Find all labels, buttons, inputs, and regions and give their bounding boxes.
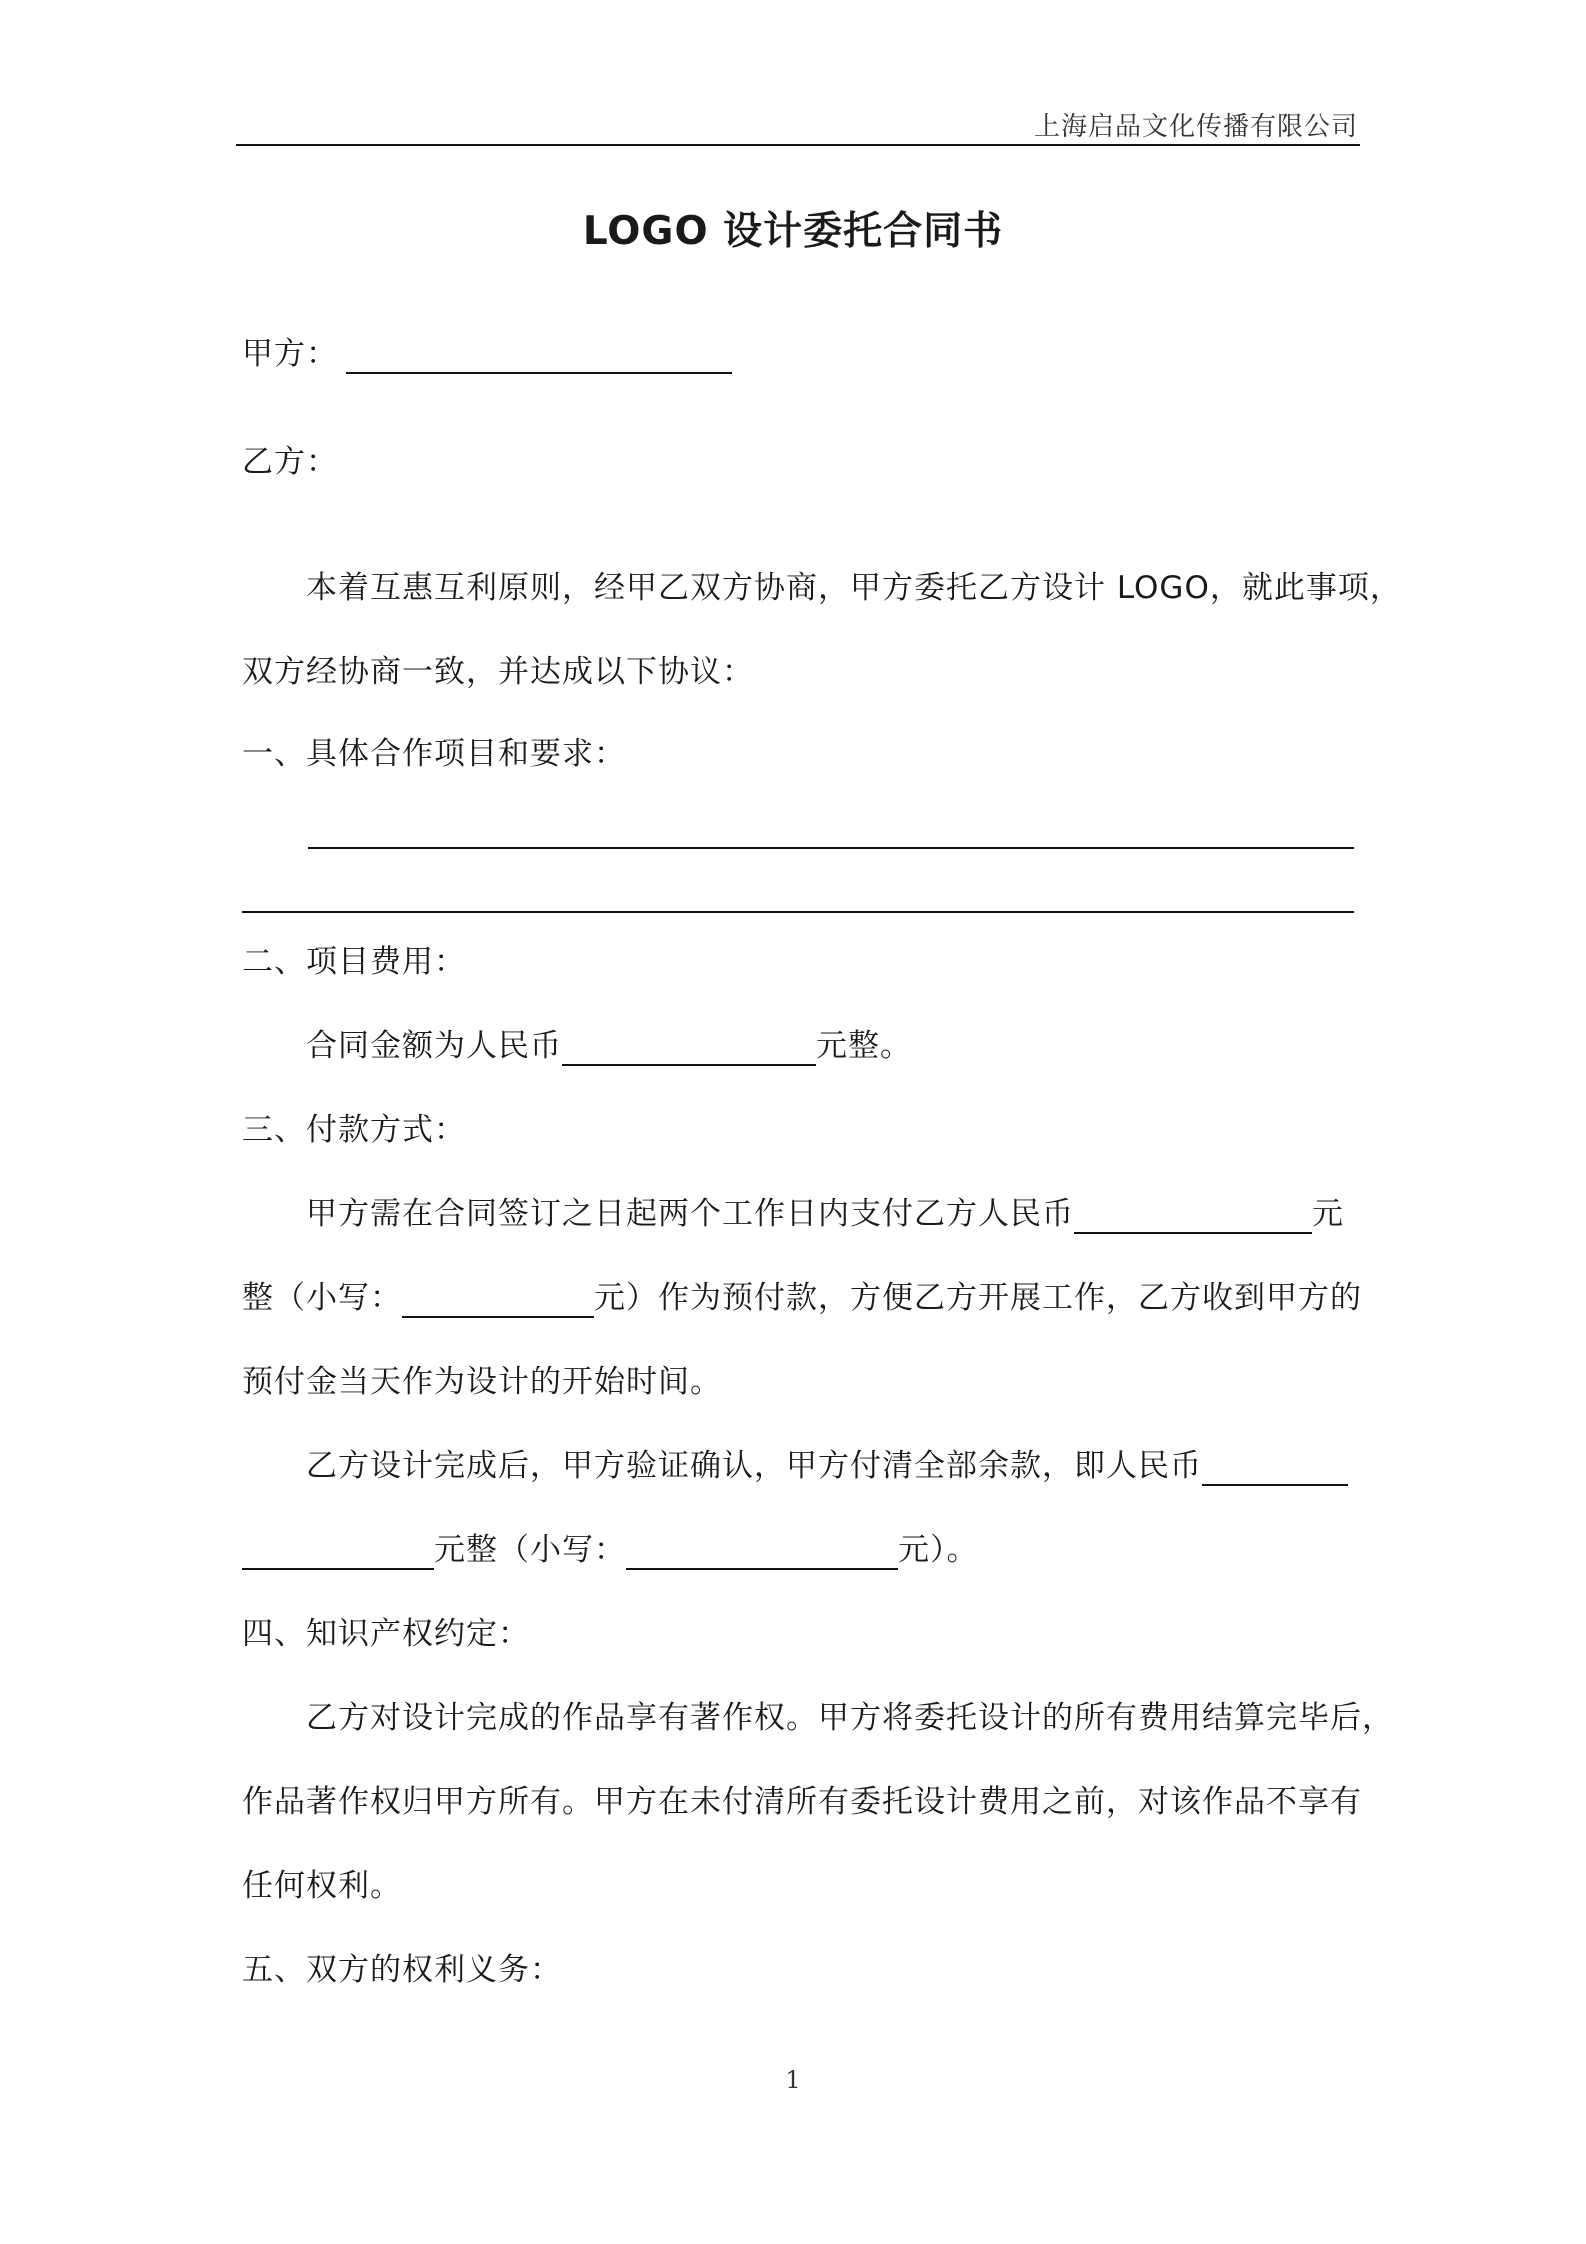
section-2-amount-blank bbox=[562, 1034, 816, 1066]
section-3-p2-line-2 bbox=[242, 1530, 979, 1570]
section-3-p1-line-1-suffix: 元 bbox=[1312, 1196, 1344, 1232]
section-1-blank-line-2 bbox=[242, 911, 1354, 913]
header-divider bbox=[236, 144, 1360, 146]
section-2-amount-suffix: 元整。 bbox=[816, 1028, 912, 1064]
party-a-label: 甲方： bbox=[242, 336, 338, 372]
page-number: 1 bbox=[785, 2066, 801, 2094]
section-4-line-1: 乙方对设计完成的作品享有著作权。甲方将委托设计的所有费用结算完毕后， bbox=[306, 1700, 1394, 1736]
section-2-amount-prefix: 合同金额为人民币 bbox=[306, 1028, 562, 1064]
section-3-p1-line-1-prefix: 甲方需在合同签订之日起两个工作日内支付乙方人民币 bbox=[306, 1196, 1074, 1232]
party-a-blank bbox=[346, 342, 732, 374]
section-3-p2-line-1 bbox=[306, 1446, 1348, 1486]
section-3-p2-line-2-suffix: 元）。 bbox=[898, 1532, 979, 1568]
section-3-heading: 三、付款方式： bbox=[242, 1112, 466, 1148]
intro-line-2: 双方经协商一致，并达成以下协议： bbox=[242, 654, 754, 690]
section-3-p1-line-1 bbox=[306, 1194, 1344, 1234]
intro-line-1: 本着互惠互利原则，经甲乙双方协商，甲方委托乙方设计 LOGO，就此事项， bbox=[306, 570, 1402, 606]
section-3-p2-line-2-mid: 元整（小写： bbox=[434, 1532, 626, 1568]
section-3-p1-line-2-prefix: 整（小写： bbox=[242, 1280, 402, 1316]
section-4-heading: 四、知识产权约定： bbox=[242, 1616, 530, 1652]
section-3-p1-line-3: 预付金当天作为设计的开始时间。 bbox=[242, 1364, 722, 1400]
section-3-p2-line-1-prefix: 乙方设计完成后，甲方验证确认，甲方付清全部余款，即人民币 bbox=[306, 1448, 1202, 1484]
section-3-p1-line-2-suffix: 元）作为预付款，方便乙方开展工作，乙方收到甲方的 bbox=[594, 1280, 1362, 1316]
section-2-amount-line bbox=[306, 1026, 912, 1066]
section-5-heading: 五、双方的权利义务： bbox=[242, 1952, 562, 1988]
section-4-line-2: 作品著作权归甲方所有。甲方在未付清所有委托设计费用之前，对该作品不享有 bbox=[242, 1784, 1362, 1820]
section-3-p1-line-2 bbox=[242, 1278, 1362, 1318]
party-a-line bbox=[242, 334, 732, 374]
section-3-advance-lowercase-blank bbox=[402, 1286, 594, 1318]
section-3-balance-amount-blank-continued bbox=[242, 1538, 434, 1570]
party-b-label: 乙方： bbox=[242, 444, 338, 480]
section-3-balance-amount-blank bbox=[1202, 1454, 1348, 1486]
section-1-blank-line-1 bbox=[308, 847, 1354, 849]
section-3-advance-amount-blank bbox=[1074, 1202, 1312, 1234]
section-2-heading: 二、项目费用： bbox=[242, 944, 466, 980]
section-4-line-3: 任何权利。 bbox=[242, 1868, 402, 1904]
section-3-balance-lowercase-blank bbox=[626, 1538, 898, 1570]
header-company-name: 上海启品文化传播有限公司 bbox=[1033, 112, 1358, 142]
section-1-heading: 一、具体合作项目和要求： bbox=[242, 736, 626, 772]
document-title: LOGO 设计委托合同书 bbox=[582, 209, 1004, 254]
